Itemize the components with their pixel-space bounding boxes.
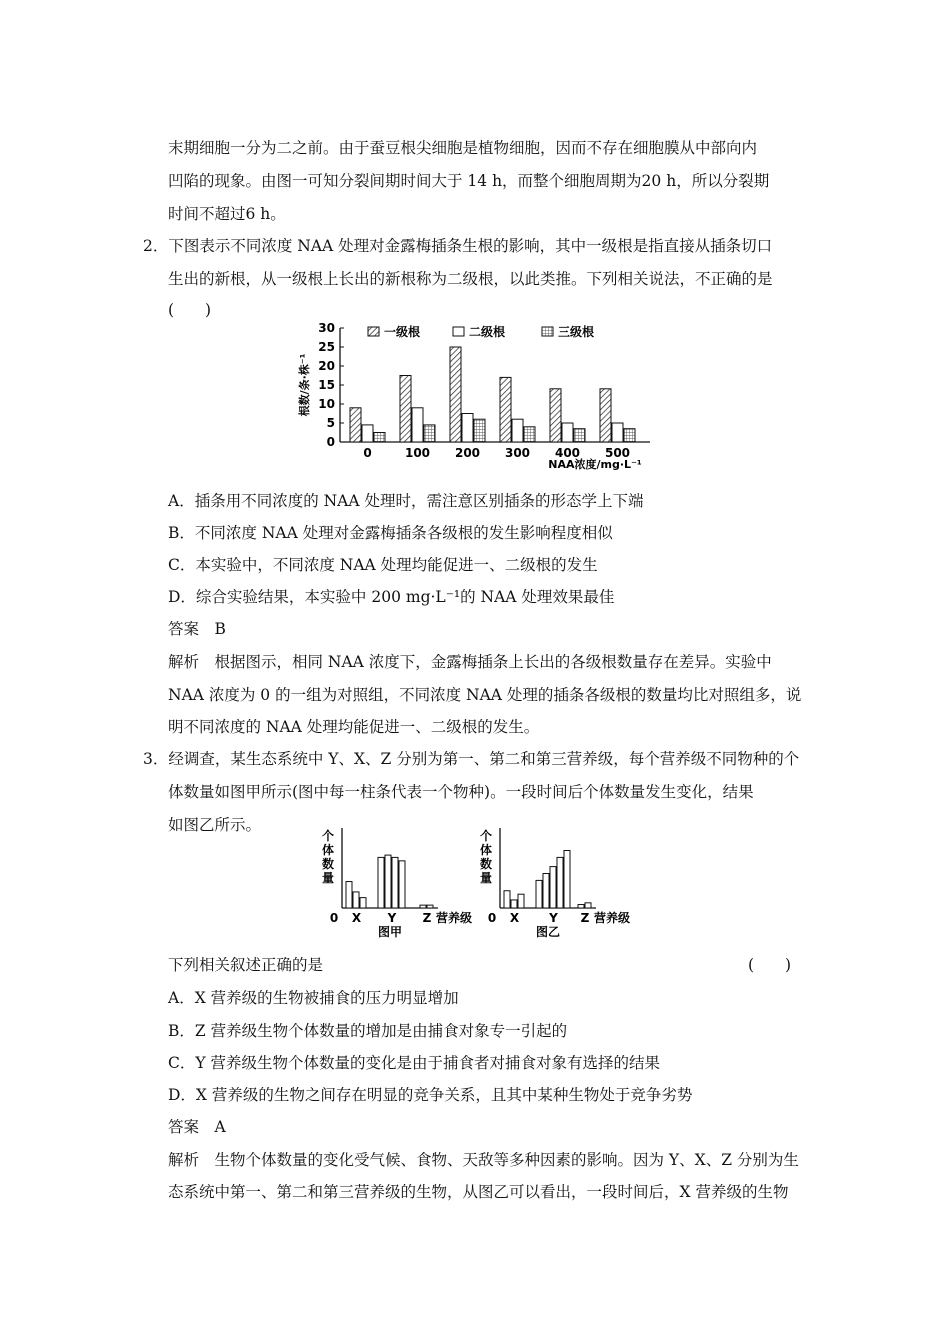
bar-1: [400, 376, 411, 443]
bar-1: [500, 377, 511, 442]
x-axis-label: 营养级: [593, 911, 631, 925]
bar-2: [462, 414, 473, 443]
species-bar: [518, 894, 524, 908]
species-bar: [564, 851, 570, 909]
analysis-line: 解析 生物个体数量的变化受气候、食物、天敌等多种因素的影响。因为 Y、X、Z 分别为生: [168, 1151, 799, 1169]
bar-1: [550, 389, 561, 442]
y-axis-label: 个: [479, 829, 493, 843]
option-d: D．X 营养级的生物之间存在明显的竞争关系，且其中某种生物处于竞争劣势: [168, 1086, 693, 1104]
species-bar: [543, 874, 549, 909]
legend-swatch: [542, 327, 553, 336]
question-2-stem: 生出的新根，从一级根上长出的新根称为二级根，以此类推。下列相关说法，不正确的是: [168, 270, 773, 288]
y-tick-label: 30: [318, 321, 335, 335]
bar-3: [574, 429, 585, 442]
legend-label: 二级根: [469, 325, 506, 339]
x-tick-label: 0: [363, 446, 372, 460]
answer: 答案 B: [168, 620, 226, 638]
species-bar: [550, 867, 556, 908]
species-bar: [392, 857, 398, 908]
bar-1: [350, 408, 361, 442]
trophic-chart-jia: [310, 826, 480, 944]
analysis-line: 解析 根据图示，相同 NAA 浓度下，金露梅插条上长出的各级根数量存在差异。实验中: [168, 653, 772, 671]
species-bar: [504, 891, 510, 908]
legend-label: 一级根: [384, 325, 421, 339]
question-2-stem: ( ): [168, 301, 212, 319]
origin-label: 0: [329, 911, 339, 925]
y-axis-label: 个: [321, 829, 335, 843]
bar-2: [512, 419, 523, 442]
x-tick-label: X: [509, 911, 520, 925]
bar-3: [624, 429, 635, 442]
bar-2: [362, 425, 373, 442]
species-bar: [385, 855, 391, 908]
y-tick-label: 25: [318, 340, 335, 354]
legend-swatch: [453, 327, 464, 336]
species-bar: [511, 900, 517, 908]
trophic-chart-yi: [468, 826, 638, 944]
x-tick-label: X: [351, 911, 362, 925]
naa-rooting-bar-chart: [290, 318, 670, 478]
question-3-prompt: 下列相关叙述正确的是: [168, 956, 324, 974]
analysis-line: 明不同浓度的 NAA 处理均能促进一、二级根的发生。: [168, 718, 540, 736]
bar-2: [612, 423, 623, 442]
x-tick-label: Y: [387, 911, 397, 925]
bar-2: [412, 408, 423, 442]
option-a: A．插条用不同浓度的 NAA 处理时，需注意区别插条的形态学上下端: [168, 492, 644, 510]
bar-1: [600, 389, 611, 442]
x-tick-label: 400: [554, 446, 581, 460]
analysis-line: 态系统中第一、第二和第三营养级的生物，从图乙可以看出，一段时间后，X 营养级的生物: [168, 1183, 789, 1201]
option-c: C．Y 营养级生物个体数量的变化是由于捕食者对捕食对象有选择的结果: [168, 1054, 661, 1072]
species-bar: [557, 857, 563, 908]
answer-blank: ( ): [748, 956, 792, 974]
bar-3: [474, 419, 485, 442]
x-tick-label: Z: [422, 911, 432, 925]
x-axis-label: 营养级: [435, 911, 473, 925]
option-c: C．本实验中，不同浓度 NAA 处理均能促进一、二级根的发生: [168, 556, 598, 574]
text-line: 时间不超过6 h。: [168, 205, 286, 223]
bar-2: [562, 423, 573, 442]
species-bar: [420, 905, 426, 908]
legend-label: 三级根: [558, 325, 595, 339]
text-line: 凹陷的现象。由图一可知分裂间期时间大于 14 h，而整个细胞周期为20 h，所以分裂期: [168, 172, 770, 190]
question-3-stem: 如图乙所示。: [168, 816, 262, 834]
y-axis-label: 数: [321, 857, 335, 871]
x-tick-label: Z: [580, 911, 590, 925]
option-b: B．不同浓度 NAA 处理对金露梅插条各级根的发生影响程度相似: [168, 524, 613, 542]
x-tick-label: Y: [549, 911, 558, 925]
y-axis-label: 体: [321, 843, 335, 857]
bar-3: [524, 427, 535, 442]
origin-label: 0: [487, 911, 497, 925]
y-tick-label: 0: [326, 435, 335, 449]
option-a: A．X 营养级的生物被捕食的压力明显增加: [168, 989, 459, 1007]
question-2-stem: 2．下图表示不同浓度 NAA 处理对金露梅插条生根的影响，其中一级根是指直接从插条切口: [143, 237, 773, 255]
answer: 答案 A: [168, 1118, 226, 1136]
chart-title: 图乙: [535, 925, 561, 939]
bar-3: [374, 433, 385, 443]
y-axis-label: 根数/条·株⁻¹: [298, 353, 311, 417]
species-bar: [585, 903, 591, 908]
species-bar: [427, 905, 433, 908]
y-tick-label: 10: [318, 397, 335, 411]
y-tick-label: 15: [318, 378, 335, 392]
species-bar: [360, 898, 366, 908]
y-axis-label: 数: [479, 857, 493, 871]
question-3-stem: 体数量如图甲所示(图中每一柱条代表一个物种)。一段时间后个体数量发生变化，结果: [168, 783, 754, 801]
text-line: 末期细胞一分为二之前。由于蚕豆根尖细胞是植物细胞，因而不存在细胞膜从中部向内: [168, 139, 758, 157]
chart-title: 图甲: [377, 925, 403, 939]
bar-3: [424, 425, 435, 442]
x-tick-label: 500: [604, 446, 631, 460]
species-bar: [346, 882, 352, 908]
y-tick-label: 20: [318, 359, 335, 373]
y-axis-label: 量: [479, 871, 493, 885]
analysis-line: NAA 浓度为 0 的一组为对照组，不同浓度 NAA 处理的插条各级根的数量均比对照组多，说: [168, 686, 802, 704]
y-axis-label: 体: [479, 843, 493, 857]
y-tick-label: 5: [326, 416, 335, 430]
legend-swatch: [368, 327, 379, 336]
species-bar: [353, 892, 359, 908]
option-d: D．综合实验结果，本实验中 200 mg·L⁻¹的 NAA 处理效果最佳: [168, 588, 615, 606]
x-tick-label: 300: [504, 446, 531, 460]
species-bar: [578, 905, 584, 908]
option-b: B．Z 营养级生物个体数量的增加是由捕食对象专一引起的: [168, 1022, 568, 1040]
species-bar: [378, 857, 384, 908]
question-3-stem: 3．经调查，某生态系统中 Y、X、Z 分别为第一、第二和第三营养级，每个营养级不同物种的个: [143, 750, 800, 768]
species-bar: [399, 861, 405, 908]
species-bar: [536, 880, 542, 908]
x-tick-label: 200: [454, 446, 481, 460]
x-tick-label: 100: [404, 446, 431, 460]
y-axis-label: 量: [321, 871, 335, 885]
x-axis-label: NAA浓度/mg·L⁻¹: [548, 458, 642, 471]
bar-1: [450, 347, 461, 442]
